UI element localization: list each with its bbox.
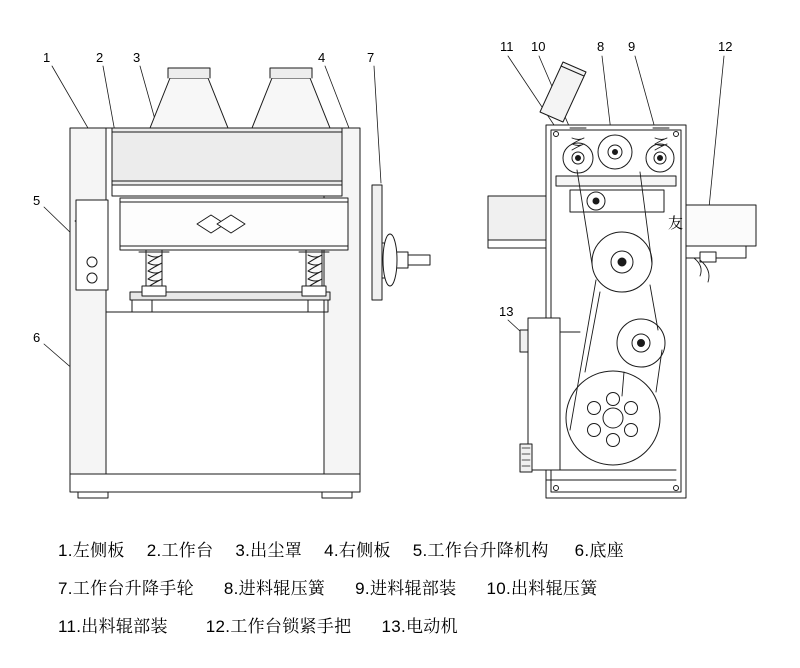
callout-9: 9 — [628, 39, 636, 54]
legend-item-8 — [224, 574, 325, 599]
legend-number: 10. — [486, 579, 511, 598]
legend-item-4 — [324, 536, 391, 561]
legend-item-7 — [58, 574, 194, 599]
legend-label: 工作台升降手轮 — [72, 579, 194, 598]
legend-item-2 — [147, 536, 214, 561]
callout-6: 6 — [33, 330, 41, 345]
callout-2: 2 — [96, 50, 104, 65]
callout-13: 13 — [499, 304, 514, 319]
legend — [0, 536, 800, 650]
legend-number: 4. — [324, 541, 339, 560]
callout-11: 11 — [500, 39, 514, 54]
legend-item-6 — [575, 536, 624, 561]
legend-row — [40, 574, 760, 612]
legend-label: 工作台升降机构 — [427, 541, 549, 560]
legend-number: 11. — [58, 617, 82, 636]
legend-item-1 — [58, 536, 125, 561]
callout-1: 1 — [43, 50, 51, 65]
legend-item-13 — [381, 612, 457, 637]
legend-label: 左侧板 — [72, 541, 125, 560]
legend-item-12 — [206, 612, 352, 637]
front-view-group — [44, 66, 430, 498]
legend-label: 电动机 — [405, 617, 458, 636]
legend-number: 1. — [58, 541, 73, 560]
legend-row — [40, 612, 760, 650]
callout-7: 7 — [367, 50, 375, 65]
legend-number: 3. — [235, 541, 251, 560]
legend-number: 13. — [381, 617, 406, 636]
legend-row — [40, 536, 760, 574]
legend-number: 6. — [574, 541, 590, 560]
callout-4: 4 — [318, 50, 326, 65]
side-section-view-group — [488, 56, 756, 498]
brand-mark: 友 — [668, 215, 684, 232]
legend-label: 出料辊压簧 — [511, 579, 598, 598]
legend-number: 2. — [146, 541, 162, 560]
legend-label: 进料辊部装 — [369, 579, 457, 598]
legend-number: 5. — [412, 541, 428, 560]
legend-label: 出料辊部装 — [81, 617, 168, 636]
legend-number: 12. — [205, 617, 231, 636]
legend-item-10 — [486, 574, 597, 599]
legend-label: 工作台 — [161, 541, 214, 560]
callout-3: 3 — [133, 50, 141, 65]
legend-label: 工作台锁紧手把 — [230, 617, 352, 636]
legend-item-11 — [58, 612, 168, 637]
legend-number: 7. — [58, 579, 73, 598]
legend-label: 进料辊压簧 — [238, 579, 326, 598]
callout-8: 8 — [597, 39, 605, 54]
legend-label: 右侧板 — [338, 541, 391, 560]
legend-label: 底座 — [589, 541, 625, 560]
callout-10: 10 — [531, 39, 546, 54]
legend-item-9 — [355, 574, 456, 599]
legend-number: 9. — [355, 579, 370, 598]
callout-5: 5 — [33, 193, 41, 208]
legend-item-5 — [413, 536, 549, 561]
legend-label: 出尘罩 — [250, 541, 303, 560]
callout-12: 12 — [718, 39, 733, 54]
legend-item-3 — [235, 536, 302, 561]
legend-number: 8. — [223, 579, 239, 598]
